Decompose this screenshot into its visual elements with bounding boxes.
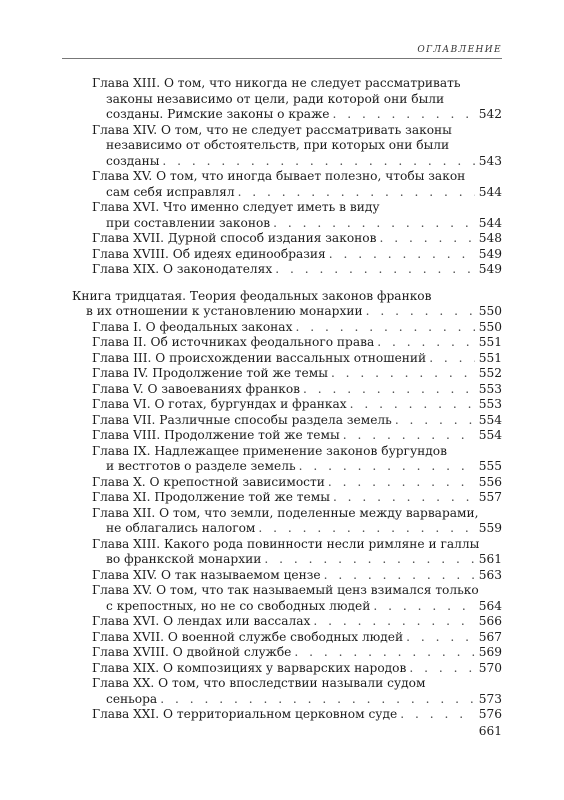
toc-chapter-entry — [72, 262, 502, 278]
dot-leader — [294, 645, 475, 661]
toc-chapter-entry — [72, 444, 502, 475]
toc-entry-last-line — [92, 320, 502, 336]
toc-page-number: 552 — [478, 366, 502, 380]
toc-page-number: 567 — [478, 629, 502, 644]
toc-chapter-entry — [72, 413, 502, 429]
toc-entry-last-line — [92, 707, 502, 723]
toc-entry-text: Глава XIX. О законодателях — [92, 262, 273, 276]
toc-entry-text: созданы — [106, 153, 160, 168]
toc-entry-text: Глава XVI. Что именно следует иметь в виду — [92, 200, 380, 214]
toc-chapter-entry — [72, 506, 502, 537]
dot-leader — [299, 459, 475, 475]
page-number: 661 — [478, 724, 502, 738]
toc-entry-last-line — [92, 351, 502, 367]
toc-entry-text: Глава XIX. О композициях у варварских народов — [92, 660, 407, 675]
dot-leader — [373, 599, 475, 615]
toc-entry-text: сам себя исправлял — [106, 184, 235, 199]
toc-entry-text: во франкской монархии — [106, 552, 262, 566]
dot-leader — [377, 335, 475, 351]
toc-page-number: 566 — [478, 614, 502, 628]
toc-page-number: 542 — [478, 107, 502, 121]
toc-page-number: 550 — [478, 319, 502, 334]
dot-leader — [162, 154, 475, 170]
dot-leader — [264, 552, 475, 568]
dot-leader — [350, 397, 475, 413]
toc-chapter-entry — [72, 320, 502, 336]
dot-leader — [395, 413, 475, 429]
dot-leader — [295, 320, 475, 336]
toc-page-number: 550 — [478, 304, 502, 318]
dot-leader — [275, 262, 475, 278]
toc-entry-text: Глава VI. О готах, бургундах и франках — [92, 397, 347, 411]
toc-entry-last-line — [92, 428, 502, 444]
toc-entry-text: Глава XIV. О так называемом цензе — [92, 567, 321, 582]
toc-entry-text: Глава VII. Различные способы раздела земель — [92, 412, 392, 427]
toc-entry-text: в их отношении к установлению монархии — [86, 304, 363, 318]
toc-page-number: 576 — [478, 707, 502, 721]
toc-entry-text: Глава XVI. О лендах или вассалах — [92, 614, 311, 628]
dot-leader — [303, 382, 475, 398]
toc-chapter-entry — [72, 537, 502, 568]
table-of-contents — [72, 76, 502, 723]
toc-entry-text: Глава X. О крепостной зависимости — [92, 474, 325, 489]
toc-entry-last-line — [92, 645, 502, 661]
dot-leader — [324, 568, 475, 584]
toc-page-number: 554 — [478, 428, 502, 442]
toc-entry-text: Глава III. О происхождении вассальных отношений — [92, 350, 427, 365]
toc-chapter-entry — [72, 351, 502, 367]
dot-leader — [313, 614, 475, 630]
dot-leader — [160, 692, 475, 708]
toc-chapter-entry — [72, 247, 502, 263]
toc-entry-text: Глава II. Об источниках феодального права — [92, 335, 375, 349]
dot-leader — [331, 366, 475, 382]
toc-entry-text: Глава XI. Продолжение той же темы — [92, 490, 330, 504]
toc-page-number: 543 — [478, 153, 502, 168]
toc-entry-text: не облагались налогом — [106, 521, 256, 535]
toc-entry-text: сеньора — [106, 691, 158, 706]
toc-entry-last-line — [92, 262, 502, 278]
toc-entry-last-line — [92, 335, 502, 351]
toc-page-number: 551 — [478, 350, 502, 365]
toc-entry-text: Глава VIII. Продолжение той же темы — [92, 428, 340, 442]
toc-entry-last-line — [92, 552, 502, 568]
toc-entry-last-line — [92, 599, 502, 615]
toc-entry-last-line — [92, 661, 502, 677]
toc-entry-last-line — [92, 382, 502, 398]
toc-chapter-entry — [72, 490, 502, 506]
toc-page-number: 561 — [478, 552, 502, 566]
toc-entry-text: Глава XVII. О военной службе свободных людей — [92, 629, 404, 644]
toc-entry-last-line — [92, 107, 502, 123]
toc-page-number: 564 — [478, 598, 502, 613]
toc-entry-last-line — [92, 231, 502, 247]
toc-chapter-entry — [72, 169, 502, 200]
toc-chapter-entry — [72, 335, 502, 351]
toc-entry-last-line — [92, 185, 502, 201]
toc-page-number: 553 — [478, 381, 502, 396]
toc-chapter-entry — [72, 397, 502, 413]
toc-chapter-entry — [72, 382, 502, 398]
dot-leader — [328, 475, 475, 491]
toc-chapter-entry — [72, 366, 502, 382]
toc-entry-text: Глава XVII. Дурной способ издания законов — [92, 231, 377, 245]
toc-chapter-entry — [72, 568, 502, 584]
dot-leader — [429, 351, 475, 367]
toc-page-number: 544 — [478, 215, 502, 230]
toc-entry-last-line — [92, 247, 502, 263]
toc-chapter-entry — [72, 76, 502, 123]
toc-entry-text: Глава XII. О том, что земли, поделенные между варварами, — [92, 505, 479, 520]
toc-chapter-entry — [72, 676, 502, 707]
toc-entry-last-line — [92, 397, 502, 413]
toc-entry-text: Книга тридцатая. Теория феодальных законов франков — [72, 288, 432, 303]
dot-leader — [258, 521, 475, 537]
dot-leader — [333, 107, 476, 123]
toc-page-number: 549 — [478, 262, 502, 276]
dot-leader — [238, 185, 475, 201]
toc-entry-text: независимо от обстоятельств, при которых они были — [106, 138, 450, 152]
toc-entry-last-line — [92, 630, 502, 646]
toc-entry-text: с крепостных, но не со свободных людей — [106, 598, 371, 613]
toc-entry-text: Глава XV. О том, что иногда бывает полезно, чтобы закон — [92, 169, 466, 183]
toc-chapter-entry — [72, 231, 502, 247]
toc-entry-last-line — [92, 413, 502, 429]
dot-leader — [366, 304, 475, 320]
toc-entry-last-line — [92, 521, 502, 537]
toc-chapter-entry — [72, 661, 502, 677]
toc-entry-last-line — [92, 568, 502, 584]
toc-entry-text: созданы. Римские законы о краже — [106, 107, 330, 121]
header-rule — [62, 58, 502, 59]
dot-leader — [400, 707, 475, 723]
toc-page-number: 559 — [478, 521, 502, 535]
toc-entry-last-line — [92, 459, 502, 475]
toc-page-number: 569 — [478, 645, 502, 659]
toc-entry-text: Глава XIV. О том, что не следует рассматривать законы — [92, 122, 452, 137]
toc-book-entry — [72, 289, 502, 320]
toc-entry-text: при составлении законов — [106, 215, 271, 230]
toc-entry-text: Глава IV. Продолжение той же темы — [92, 366, 328, 380]
toc-page-number: 548 — [478, 231, 502, 245]
dot-leader — [409, 661, 475, 677]
toc-page-number: 549 — [478, 246, 502, 261]
toc-chapter-entry — [72, 428, 502, 444]
toc-entry-last-line — [92, 216, 502, 232]
running-header: ОГЛАВЛЕНИЕ — [417, 45, 502, 55]
toc-entry-text: Глава XIII. О том, что никогда не следует рассматривать — [92, 76, 461, 90]
toc-entry-last-line — [92, 692, 502, 708]
toc-entry-last-line — [92, 475, 502, 491]
toc-entry-last-line — [92, 614, 502, 630]
toc-page-number: 544 — [478, 184, 502, 199]
dot-leader — [333, 490, 475, 506]
dot-leader — [406, 630, 475, 646]
toc-entry-last-line — [72, 304, 502, 320]
toc-chapter-entry — [72, 200, 502, 231]
dot-leader — [273, 216, 475, 232]
dot-leader — [329, 247, 475, 263]
toc-chapter-entry — [72, 630, 502, 646]
toc-page-number: 573 — [478, 691, 502, 706]
toc-chapter-entry — [72, 123, 502, 170]
toc-entry-last-line — [92, 490, 502, 506]
toc-entry-text: и вестготов о разделе земель — [106, 459, 296, 473]
toc-entry-text: законы независимо от цели, ради которой они были — [106, 91, 445, 106]
toc-chapter-entry — [72, 645, 502, 661]
toc-page-number: 555 — [478, 459, 502, 473]
toc-entry-text: Глава XVIII. Об идеях единообразия — [92, 246, 326, 261]
toc-page-number: 556 — [478, 474, 502, 489]
toc-entry-text: Глава XX. О том, что впоследствии называли судом — [92, 676, 426, 690]
toc-entry-text: Глава XIII. Какого рода повинности несли римляне и галлы — [92, 536, 480, 551]
dot-leader — [343, 428, 475, 444]
toc-page-number: 554 — [478, 412, 502, 427]
toc-entry-text: Глава V. О завоеваниях франков — [92, 381, 301, 396]
toc-entry-text: Глава XVIII. О двойной службе — [92, 645, 292, 659]
dot-leader — [379, 231, 475, 247]
toc-chapter-entry — [72, 583, 502, 614]
toc-chapter-entry — [72, 475, 502, 491]
toc-page-number: 570 — [478, 660, 502, 675]
toc-page-number: 557 — [478, 490, 502, 504]
toc-page-number: 553 — [478, 397, 502, 411]
toc-entry-last-line — [92, 154, 502, 170]
toc-entry-text: Глава IX. Надлежащее применение законов бургундов — [92, 443, 447, 458]
toc-chapter-entry — [72, 614, 502, 630]
toc-entry-text: Глава XXI. О территориальном церковном суде — [92, 707, 398, 721]
toc-page-number: 551 — [478, 335, 502, 349]
toc-entry-text: Глава I. О феодальных законах — [92, 319, 293, 334]
toc-chapter-entry — [72, 707, 502, 723]
toc-page-number: 563 — [478, 567, 502, 582]
toc-entry-last-line — [92, 366, 502, 382]
toc-entry-text: Глава XV. О том, что так называемый ценз взимался только — [92, 583, 479, 597]
